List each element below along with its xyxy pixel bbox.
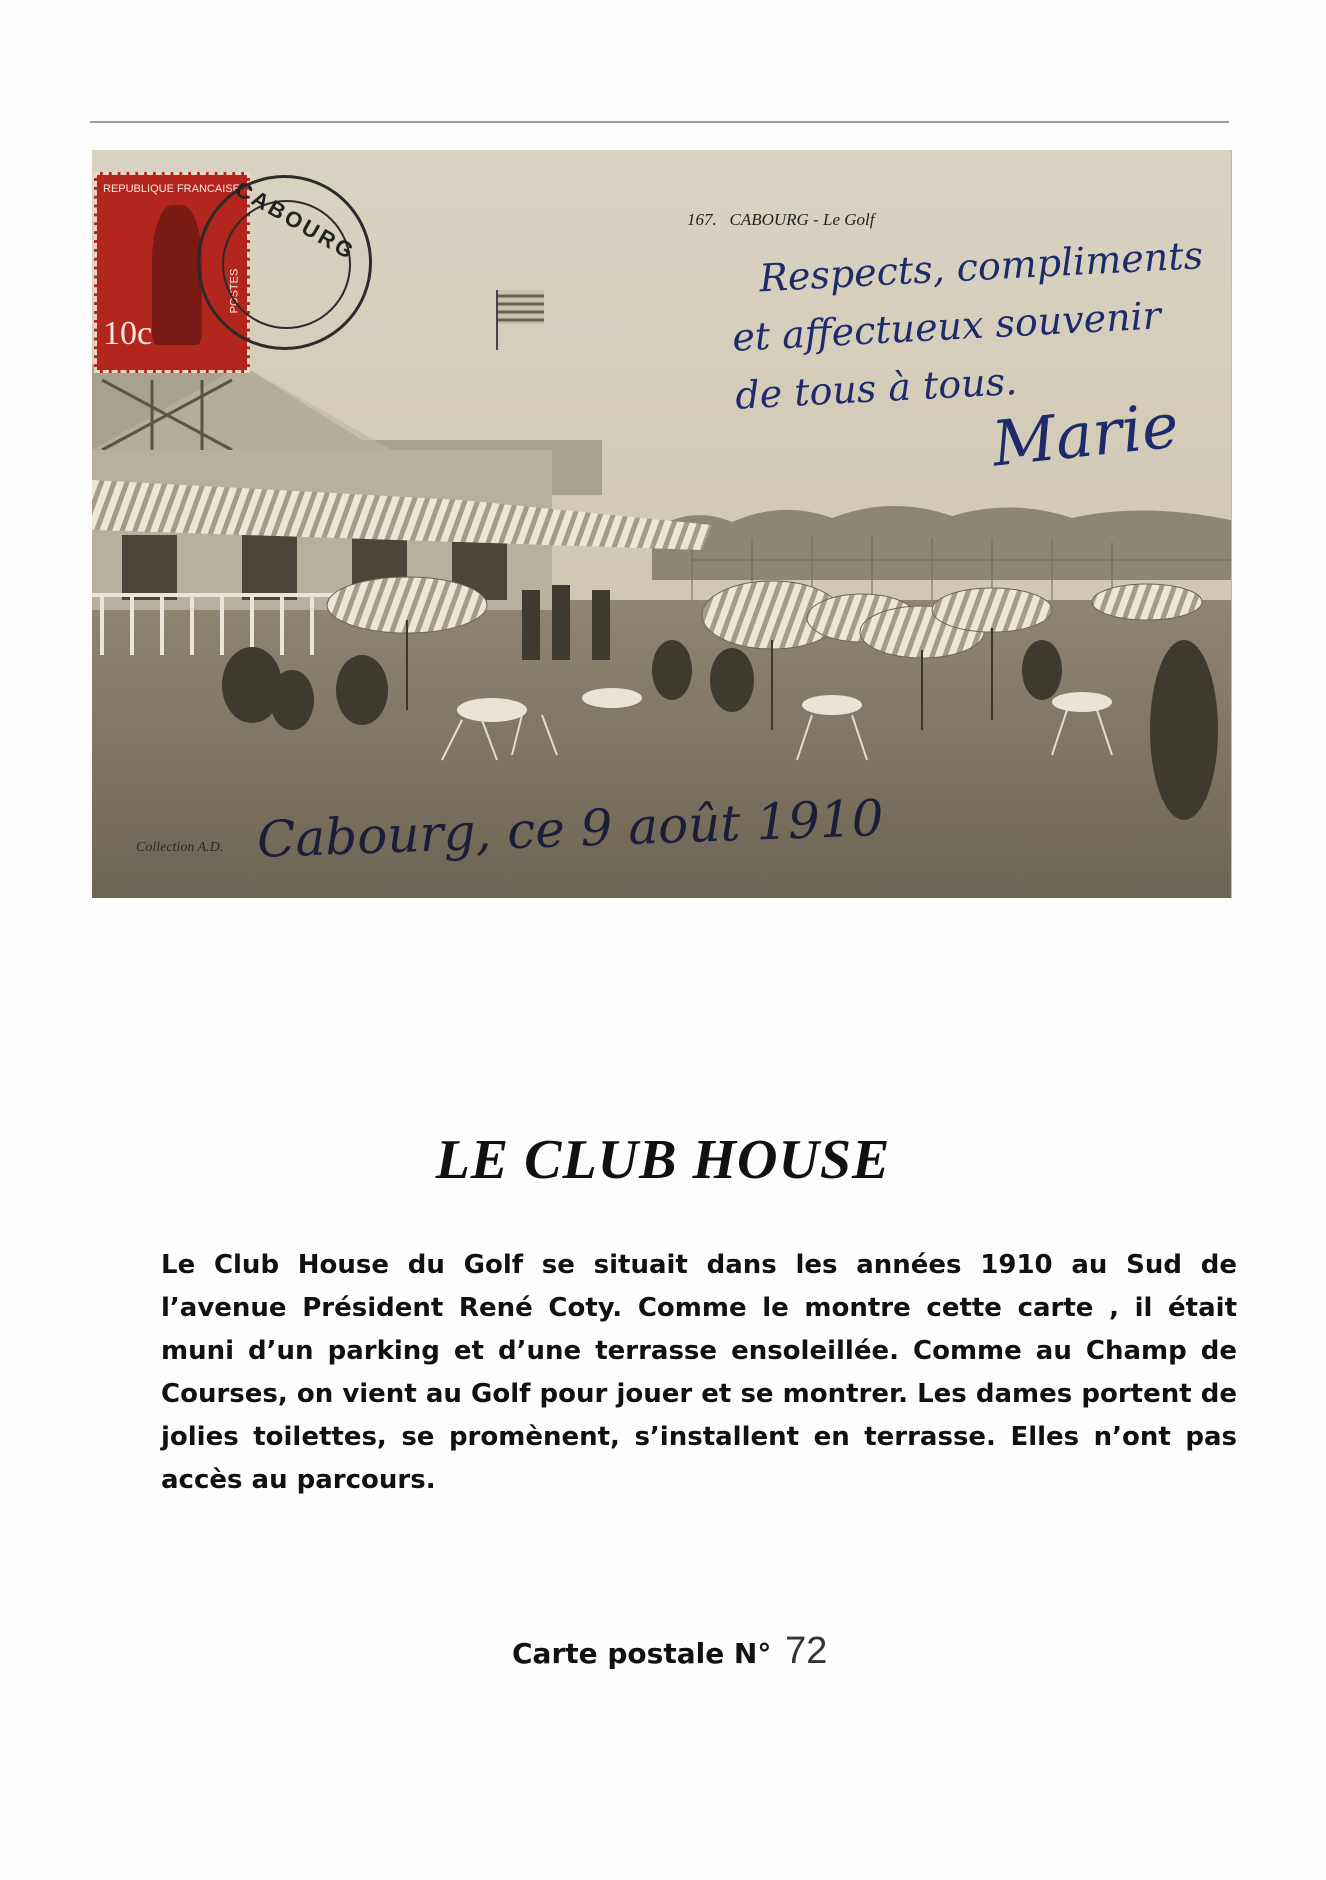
printed-caption: 167. CABOURG - Le Golf — [687, 210, 875, 229]
top-rule — [90, 121, 1229, 123]
postmark — [197, 175, 372, 350]
postcard-image — [92, 150, 1232, 898]
stamp-country: REPUBLIQUE FRANCAISE — [103, 183, 240, 195]
handwritten-signature: Marie — [988, 388, 1182, 481]
stamp-sower-figure — [152, 205, 202, 345]
handwriting-line-1: Respects, compliments — [758, 233, 1205, 301]
handwritten-date: Cabourg, ce 9 août 1910 — [256, 789, 885, 869]
handwriting-line-2: et affectueux souvenir — [731, 293, 1162, 360]
stamp-value: 10c — [103, 315, 153, 352]
handwriting-line-3: de tous à tous. — [734, 359, 1019, 418]
body-text: Le Club House du Golf se situait dans les années 1910 au Sud de l’avenue Président René Coty. Comme le montre cette carte , il était muni d’un parking et d’une terrasse ensoleillée. Comme au Champ de Courses, on vient au Golf pour jouer et se montrer. Les dames portent de jolies toilettes, se promènent, s’installent en terrasse. Elles n’ont pas accès au parcours. — [161, 1250, 1237, 1495]
stamp-label: POSTES — [228, 268, 241, 314]
caption-label: Carte postale N° — [512, 1637, 772, 1670]
postcard-caption — [512, 1630, 827, 1673]
caption-number: 72 — [785, 1630, 828, 1672]
postmark-text: CABOURG — [231, 176, 361, 266]
collection-label: Collection A.D. — [136, 840, 224, 855]
page-title: LE CLUB HOUSE — [435, 1129, 891, 1191]
